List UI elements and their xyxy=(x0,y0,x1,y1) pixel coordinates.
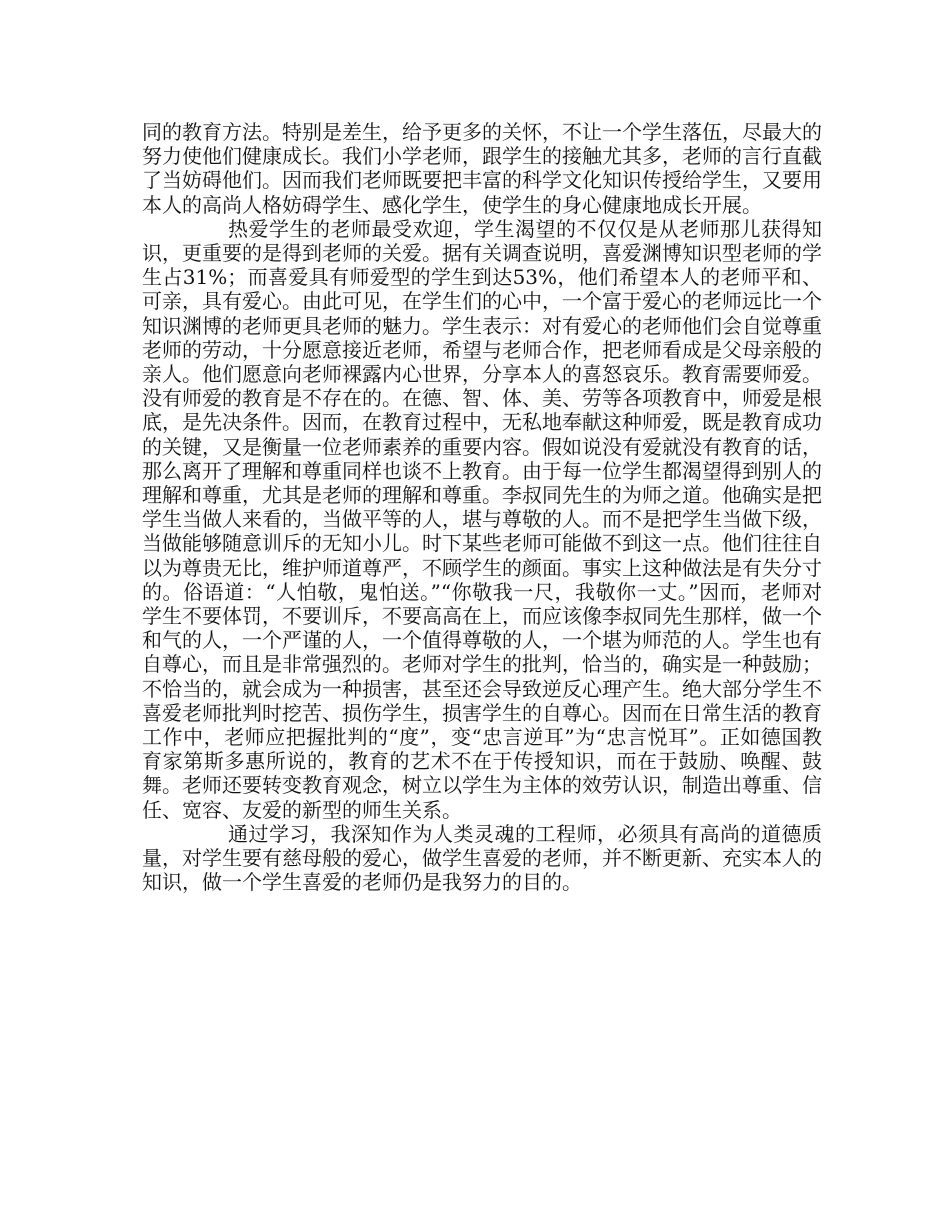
paragraph-2: 热爱学生的老师最受欢迎，学生渴望的不仅仅是从老师那儿获得知识，更重要的是得到老师的关爱。据有关调查说明，喜爱渊博知识型老师的学生占31%；而喜爱具有师爱型的学生到达53%，他们希望本人的老师平和、可亲，具有爱心。由此可见，在学生们的心中，一个富于爱心的老师远比一个知识渊博的老师更具老师的魅力。学生表示：对有爱心的老师他们会自觉尊重老师的劳动，十分愿意接近老师，希望与老师合作，把老师看成是父母亲般的亲人。他们愿意向老师裸露内心世界，分享本人的喜怒哀乐。教育需要师爱。没有师爱的教育是不存在的。在德、智、体、美、劳等各项教育中，师爱是根底，是先决条件。因而，在教育过程中，无私地奉献这种师爱，既是教育成功的关键，又是衡量一位老师素养的重要内容。假如说没有爱就没有教育的话，那么离开了理解和尊重同样也谈不上教育。由于每一位学生都渴望得到别人的理解和尊重，尤其是老师的理解和尊重。李叔同先生的为师之道。他确实是把学生当做人来看的，当做平等的人，堪与尊敬的人。而不是把学生当做下级，当做能够随意训斥的无知小儿。时下某些老师可能做不到这一点。他们往往自以为尊贵无比，维护师道尊严，不顾学生的颜面。事实上这种做法是有失分寸的。俗语道：“人怕敬，鬼怕送。”“你敬我一尺，我敬你一丈。”因而，老师对学生不要体罚，不要训斥，不要高高在上，而应该像李叔同先生那样，做一个和气的人，一个严谨的人，一个值得尊敬的人，一个堪为师范的人。学生也有自尊心，而且是非常强烈的。老师对学生的批判，恰当的，确实是一种鼓励；不恰当的，就会成为一种损害，甚至还会导致逆反心理产生。绝大部分学生不喜爱老师批判时挖苦、损伤学生，损害学生的自尊心。因而在日常生活的教育工作中，老师应把握批判的“度”，变“忠言逆耳”为“忠言悦耳”。正如德国教育家第斯多惠所说的，教育的艺术不在于传授知识，而在于鼓励、唤醒、鼓舞。老师还要转变教育观念，树立以学生为主体的效劳认识，制造出尊重、信任、宽容、友爱的新型的师生关系。 xyxy=(142,216,822,822)
paragraph-1: 同的教育方法。特别是差生，给予更多的关怀，不让一个学生落伍，尽最大的努力使他们健康成长。我们小学老师，跟学生的接触尤其多，老师的言行直截了当妨碍他们。因而我们老师既要把丰富的科学文化知识传授给学生，又要用本人的高尚人格妨碍学生、感化学生，使学生的身心健康地成长开展。 xyxy=(142,120,822,217)
paragraph-3: 通过学习，我深知作为人类灵魂的工程师，必须具有高尚的道德质量，对学生要有慈母般的爱心，做学生喜爱的老师，并不断更新、充实本人的知识，做一个学生喜爱的老师仍是我努力的目的。 xyxy=(142,821,822,895)
document-body xyxy=(142,120,822,895)
